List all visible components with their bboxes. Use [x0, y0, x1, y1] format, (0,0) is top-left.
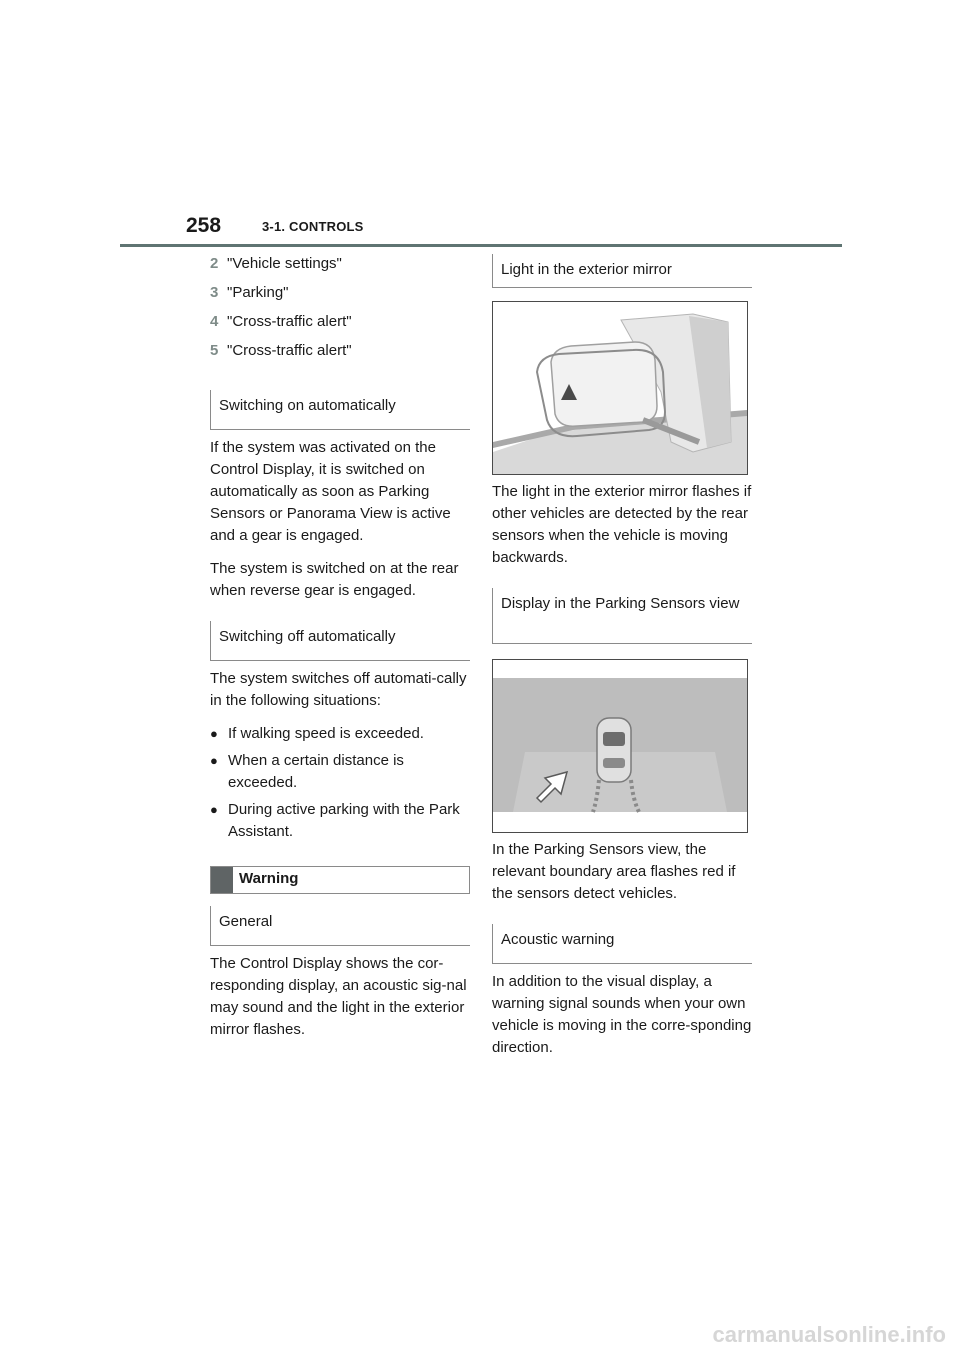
step-item [210, 254, 470, 274]
heading-acoustic-warning: Acoustic warning [492, 924, 752, 964]
heading-general: General [210, 906, 470, 946]
heading-exterior-mirror: Light in the exterior mirror [492, 254, 752, 288]
heading-switching-off: Switching off automatically [210, 621, 470, 661]
parking-sensors-drawing [493, 660, 747, 832]
step-text: "Cross-traffic alert" [227, 342, 352, 359]
heading-switching-on: Switching on automatically [210, 390, 470, 430]
list-item [210, 723, 470, 745]
header-divider [120, 244, 842, 247]
watermark [0, 1322, 960, 1348]
step-number: 4 [210, 313, 219, 330]
step-item [210, 283, 470, 303]
bullet-icon: ● [210, 802, 218, 817]
section-title: 3-1. CONTROLS [262, 219, 364, 234]
step-item [210, 312, 470, 332]
list-item-text: If walking speed is exceeded. [228, 725, 424, 742]
step-text: "Vehicle settings" [227, 255, 342, 272]
exterior-mirror-text: The light in the exterior mirror flashes if other vehicles are detected by the rear sensors when the vehicle is moving backwards. [492, 483, 752, 566]
step-number: 2 [210, 255, 219, 272]
list-item-text: When a certain distance is exceeded. [228, 752, 404, 791]
acoustic-warning-text: In addition to the visual display, a warning signal sounds when your own vehicle is moving in the corre-sponding direction. [492, 973, 752, 1056]
step-number: 5 [210, 342, 219, 359]
switching-on-text: If the system was activated on the Control Display, it is switched on automatically as soon as Parking Sensors or Panorama View is active and a gear is engaged. [210, 439, 451, 544]
bullet-icon: ● [210, 726, 218, 741]
bullet-icon: ● [210, 753, 218, 768]
page-header [0, 0, 960, 250]
warning-box [210, 866, 470, 894]
list-item-text: During active parking with the Park Assistant. [228, 801, 460, 840]
reverse-gear-text: The system is switched on at the rear when reverse gear is engaged. [210, 560, 459, 599]
warning-bar [211, 867, 233, 893]
mirror-drawing [493, 302, 747, 474]
general-text: The Control Display shows the cor-responding display, an acoustic sig-nal may sound and the light in the exterior mirror flashes. [210, 955, 467, 1038]
exterior-mirror-illustration [492, 301, 748, 475]
warning-label: Warning [239, 870, 299, 887]
watermark-text: carmanualsonline.info [712, 1322, 946, 1347]
parking-sensors-text: In the Parking Sensors view, the relevant boundary area flashes red if the sensors detect vehicles. [492, 841, 736, 902]
step-number: 3 [210, 284, 219, 301]
switching-off-text: The system switches off automati-cally in the following situations: [210, 670, 467, 709]
right-column [492, 254, 752, 1070]
page-number: 258 [186, 214, 222, 237]
left-column [210, 254, 470, 1052]
step-text: "Parking" [227, 284, 289, 301]
step-item [210, 341, 470, 361]
list-item [210, 799, 470, 843]
list-item [210, 750, 470, 794]
parking-sensors-view-illustration [492, 659, 748, 833]
step-text: "Cross-traffic alert" [227, 313, 352, 330]
heading-parking-sensors: Display in the Parking Sensors view [492, 588, 752, 644]
